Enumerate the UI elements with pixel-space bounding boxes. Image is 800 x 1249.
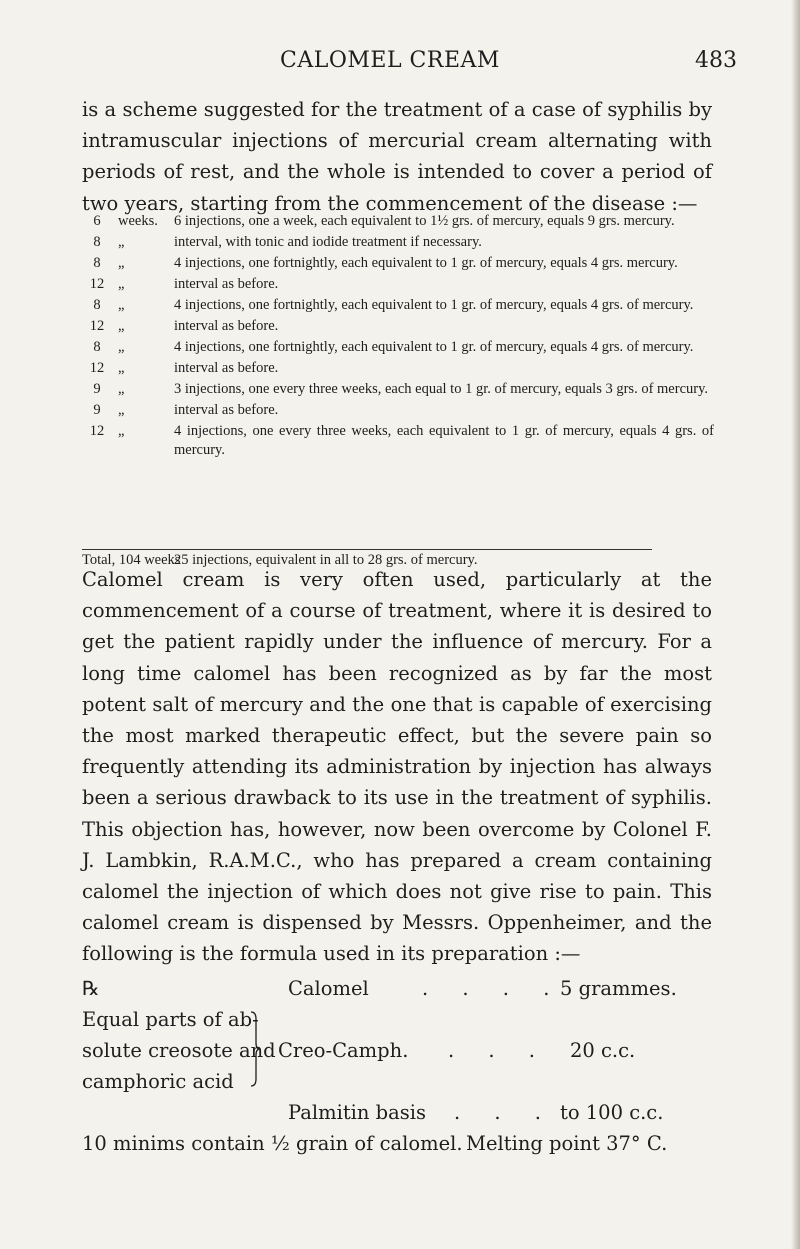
schedule-row <box>82 317 714 336</box>
schedule-duration <box>82 233 162 252</box>
schedule-duration <box>82 296 162 315</box>
leader-dots-3: . . . <box>454 1101 555 1124</box>
duration-unit: weeks. <box>118 213 158 229</box>
schedule-duration <box>82 338 162 357</box>
schedule-duration <box>82 422 162 441</box>
treatment-schedule <box>82 212 714 462</box>
formula-footnote <box>82 1128 722 1159</box>
calomel-cream-paragraph: Calomel cream is very often used, particularly at the commencement of a course of treatment, where it is desired to get the patient rapidly under the influence of mercury. For a long time calomel has been recognized as by far the most potent salt of mercury and the one that is capable of exercising the most marked therapeutic effect, but the severe pain so frequently attending its administration by injection has always been a serious drawback to its use in the treatment of syphilis. This objection has, however, now been overcome by Colonel F. J. Lambkin, R.A.M.C., who has prepared a cream containing calomel the injection of which does not give rise to pain. This calomel cream is dispensed by Messrs. Oppenheimer, and the following is the formula used in its preparation :— <box>82 568 712 966</box>
amount-calomel: 5 grammes. <box>560 977 677 1000</box>
schedule-duration <box>82 359 162 378</box>
duration-number: 8 <box>93 339 101 355</box>
total-rule <box>82 549 652 550</box>
duration-unit: „ <box>118 339 125 355</box>
duration-number: 6 <box>93 213 101 229</box>
schedule-row <box>82 338 714 357</box>
duration-unit: „ <box>118 297 125 313</box>
duration-number: 12 <box>89 360 105 376</box>
duration-unit: „ <box>118 402 125 418</box>
schedule-description: interval as before. <box>174 276 279 292</box>
ingredient-palmitin: Palmitin basis <box>288 1101 427 1124</box>
duration-unit: „ <box>118 360 125 376</box>
dose-note: 10 minims contain ½ grain of calomel. <box>82 1132 463 1155</box>
duration-number: 9 <box>93 402 101 418</box>
schedule-row <box>82 380 714 399</box>
schedule-row <box>82 275 714 294</box>
amount-creo-camph: 20 c.c. <box>570 1039 636 1062</box>
schedule-row <box>82 233 714 252</box>
duration-number: 9 <box>93 381 101 397</box>
running-header <box>0 48 800 78</box>
schedule-description: interval, with tonic and iodide treatment if necessary. <box>174 234 482 250</box>
note-line-1: Equal parts of ab- <box>82 1008 259 1031</box>
schedule-duration <box>82 401 162 420</box>
schedule-duration <box>82 275 162 294</box>
duration-unit: „ <box>118 381 125 397</box>
schedule-description: 4 injections, one fortnightly, each equivalent to 1 gr. of mercury, equals 4 grs. of mercury. <box>174 297 694 313</box>
leader-dots-1: . . . . <box>422 977 564 1000</box>
page-number: 483 <box>695 48 737 73</box>
schedule-description: 6 injections, one a week, each equivalent to 1½ grs. of mercury, equals 9 grs. mercury. <box>174 213 675 229</box>
right-brace-icon <box>250 1011 260 1087</box>
melting-point-note: Melting point 37° C. <box>466 1132 668 1155</box>
schedule-duration <box>82 212 162 231</box>
duration-number: 8 <box>93 255 101 271</box>
duration-unit: „ <box>118 318 125 334</box>
schedule-description: interval as before. <box>174 318 279 334</box>
schedule-description: interval as before. <box>174 360 279 376</box>
total-label: Total, 104 weeks <box>82 552 181 568</box>
duration-number: 12 <box>89 276 105 292</box>
amount-palmitin: to 100 c.c. <box>560 1101 664 1124</box>
running-title: CALOMEL CREAM <box>280 48 500 73</box>
schedule-description: 3 injections, one every three weeks, each equal to 1 gr. of mercury, equals 3 grs. of mercury. <box>174 381 709 397</box>
schedule-description: 4 injections, one fortnightly, each equivalent to 1 gr. of mercury, equals 4 grs. mercury. <box>174 255 678 271</box>
leader-dots-2: . . . <box>448 1039 549 1062</box>
schedule-description: interval as before. <box>174 402 279 418</box>
schedule-duration <box>82 254 162 273</box>
ingredient-calomel: Calomel <box>288 977 369 1000</box>
duration-number: 12 <box>89 423 105 439</box>
note-line-2: solute creosote and <box>82 1039 276 1062</box>
duration-unit: „ <box>118 234 125 250</box>
schedule-duration <box>82 380 162 399</box>
rx-symbol: ℞ <box>82 977 100 1000</box>
schedule-row <box>82 422 714 460</box>
page-edge-shadow <box>791 0 800 1249</box>
schedule-row <box>82 401 714 420</box>
total-description: 25 injections, equivalent in all to 28 grs. of mercury. <box>174 552 478 568</box>
schedule-row <box>82 212 714 231</box>
duration-unit: „ <box>118 255 125 271</box>
duration-unit: „ <box>118 423 125 439</box>
note-line-3: camphoric acid <box>82 1070 234 1093</box>
schedule-row <box>82 296 714 315</box>
duration-unit: „ <box>118 276 125 292</box>
schedule-row <box>82 359 714 378</box>
schedule-description: 4 injections, one every three weeks, each equivalent to 1 gr. of mercury, equals 4 grs. of mercury. <box>174 423 714 458</box>
schedule-description: 4 injections, one fortnightly, each equivalent to 1 gr. of mercury, equals 4 grs. of mercury. <box>174 339 694 355</box>
duration-number: 12 <box>89 318 105 334</box>
formula-block <box>82 973 722 1124</box>
duration-number: 8 <box>93 234 101 250</box>
ingredient-creo-camph: Creo-Camph. <box>278 1039 409 1062</box>
schedule-row <box>82 254 714 273</box>
intro-paragraph: is a scheme suggested for the treatment of a case of syphilis by intramuscular injections of mercurial cream alternating with periods of rest, and the whole is intended to cover a period of two years, starting from the commencement of the disease :— <box>82 98 712 215</box>
schedule-duration <box>82 317 162 336</box>
duration-number: 8 <box>93 297 101 313</box>
